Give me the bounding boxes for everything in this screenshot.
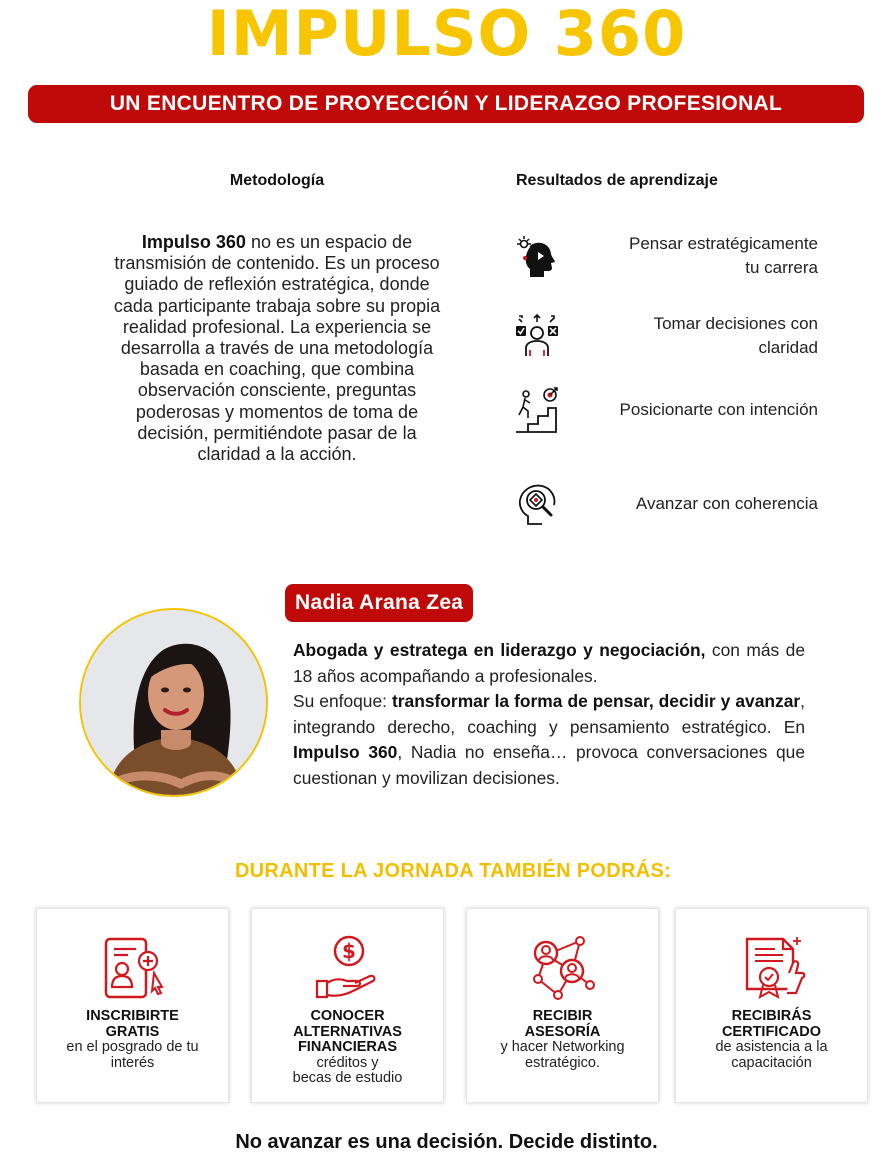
- head-search-icon: [512, 480, 560, 528]
- result-line: claridad: [758, 338, 818, 357]
- speaker-name: Nadia Arana Zea: [295, 591, 464, 614]
- benefit-card-advice: [466, 908, 659, 1103]
- methodology-heading: Metodología: [229, 172, 325, 189]
- subtitle-text: UN ENCUENTRO DE PROYECCIÓN Y LIDERAZGO PROFESIONAL: [109, 92, 783, 115]
- result-item-coherence: [512, 476, 818, 532]
- card-text: [475, 1009, 650, 1071]
- card-title: RECIBIR: [532, 1008, 593, 1024]
- benefit-card-signup: [36, 908, 229, 1103]
- result-item-decisions: [512, 308, 818, 364]
- bio-text: , integrando derecho, coaching y pensamiento estratégico. En: [293, 691, 805, 737]
- card-text: [260, 1009, 435, 1087]
- stairs-target-icon: [512, 386, 560, 434]
- card-title: CERTIFICADO: [721, 1023, 822, 1040]
- page-title: IMPULSO 360: [206, 0, 687, 70]
- card-desc: de asistencia a la: [715, 1039, 828, 1056]
- card-desc: créditos y: [316, 1054, 379, 1071]
- result-label: [560, 398, 818, 422]
- footer-tagline: No avanzar es una decisión. Decide distinto.: [235, 1131, 658, 1153]
- decision-icon: [512, 312, 560, 360]
- card-desc: becas de estudio: [292, 1070, 403, 1087]
- card-title: RECIBIRÁS: [731, 1008, 812, 1024]
- bio-text: , Nadia no enseña… provoca conversaciones que cuestionan y movilizan decisiones.: [293, 742, 805, 788]
- speaker-photo: [79, 608, 268, 797]
- money-hand-icon: [313, 933, 383, 1003]
- card-title: GRATIS: [105, 1023, 160, 1040]
- card-title: FINANCIERAS: [297, 1039, 398, 1056]
- result-line: Tomar decisiones con: [653, 314, 818, 333]
- card-title: INSCRIBIRTE: [86, 1008, 179, 1024]
- svg-text:$: $: [341, 939, 356, 963]
- result-item-positioning: [512, 382, 818, 438]
- speaker-name-badge: [285, 584, 473, 622]
- result-line: tu carrera: [745, 258, 818, 277]
- methodology-lead: Impulso 360: [141, 232, 246, 252]
- result-line: Avanzar con coherencia: [635, 494, 818, 513]
- methodology-text: [112, 232, 442, 465]
- result-label: [560, 312, 818, 360]
- methodology-body: no es un espacio de transmisión de contenido. Es un proceso guiado de reflexión estratégica, donde cada participante trabaja sobre su propia realidad profesional. La experiencia se desarrolla a través de una metodología basada en coaching, que combina observación consciente, preguntas poderosas y momentos de toma de decisión, permitiéndote pasar de la claridad a la acción.: [113, 232, 441, 465]
- result-label: [560, 492, 818, 516]
- certificate-icon: [737, 933, 807, 1003]
- card-desc: capacitación: [731, 1054, 812, 1071]
- speaker-bio: [293, 638, 805, 792]
- bio-bold: transformar la forma de pensar, decidir y avanzar: [391, 691, 801, 712]
- bio-text: con más de 18 años acompañando a profesionales.: [293, 640, 806, 686]
- network-icon: [528, 933, 598, 1003]
- card-title: ASESORÍA: [524, 1023, 601, 1040]
- strategic-thinking-icon: [512, 232, 560, 280]
- subtitle-banner: [28, 85, 864, 123]
- bio-bold: Impulso 360: [293, 742, 398, 763]
- result-line: Pensar estratégicamente: [629, 234, 818, 253]
- card-desc: estratégico.: [525, 1054, 600, 1071]
- result-line: Posicionarte con intención: [619, 400, 818, 419]
- card-desc: en el posgrado de tu: [66, 1039, 199, 1056]
- during-heading: DURANTE LA JORNADA TAMBIÉN PODRÁS:: [234, 860, 672, 882]
- benefit-card-certificate: [675, 908, 868, 1103]
- result-item-strategic: [512, 228, 818, 284]
- card-title: CONOCER: [310, 1008, 385, 1024]
- benefit-card-finance: [251, 908, 444, 1103]
- bio-text: Su enfoque:: [293, 691, 392, 712]
- signup-form-icon: [98, 933, 168, 1003]
- card-text: [684, 1009, 859, 1071]
- speaker-portrait: [81, 610, 268, 797]
- results-heading: Resultados de aprendizaje: [516, 172, 718, 189]
- result-label: [560, 232, 818, 280]
- card-desc: y hacer Networking: [500, 1039, 625, 1056]
- bio-bold: Abogada y estratega en liderazgo y negociación,: [293, 640, 706, 660]
- card-desc: interés: [110, 1054, 155, 1071]
- card-text: [45, 1009, 220, 1071]
- card-title: ALTERNATIVAS: [293, 1023, 402, 1040]
